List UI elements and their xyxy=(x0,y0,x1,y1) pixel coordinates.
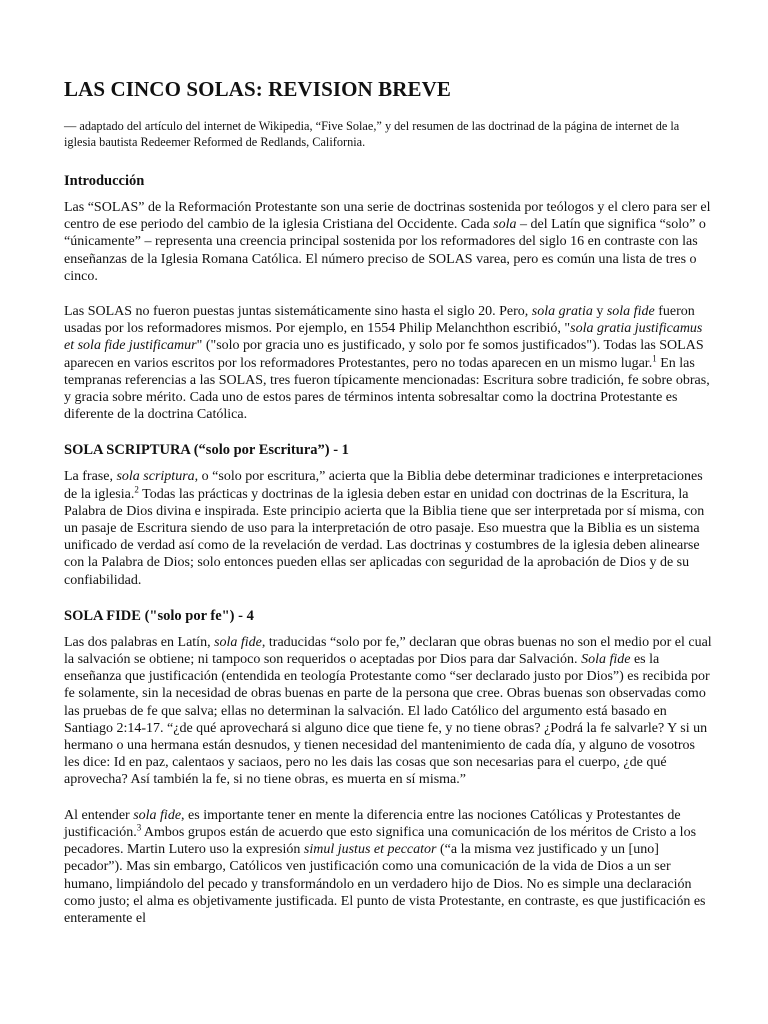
italic-text: sola gratia justificamus et sola fide justificamur xyxy=(64,321,703,354)
text-run: Al entender xyxy=(64,807,134,823)
italic-text: sola fide xyxy=(214,634,262,650)
text-run: Las “SOLAS” de la Reformación Protestante son una serie de doctrinas sostenida por teólogos y el clero para ser el centro de ese periodo del cambio de la iglesia Cristiana del Occidente. Cada xyxy=(64,200,711,233)
text-run: es la enseñanza que justificación (entendida en teología Protestante como “ser declarado justo por Dios”) es recibida por fe solamente, sin la necesidad de obras buenas en parte de la persona que cree. Obras buenas son observadas como las pruebas de fe que salva; ellas no determinan la salvación. El lado Católico del argumento está basado en Santiago 2:14-17. “¿de qué aprovechará si alguno dice que tiene fe, y no tiene obras? ¿Podrá la fe salvarle? Y si un hermano o una hermana están desnudos, y tienen necesidad del mantenimiento de cada día, y alguno de vosotros les dice: Id en paz, calentaos y saciaos, pero no les dais las cosas que son necesarias para el cuerpo, ¿de qué aprovecha? Así también la fe, si no tiene obras, es muerta en sí misma.” xyxy=(64,652,710,788)
italic-text: sola xyxy=(493,217,517,233)
text-run: Las dos palabras en Latín, xyxy=(64,634,215,650)
text-run: fueron usadas por los reformadores mismos. Por ejemplo, en 1554 Philip Melanchthon escribió, " xyxy=(64,304,695,337)
section-heading: SOLA SCRIPTURA (“solo por Escritura”) - 1 xyxy=(64,442,349,459)
text-run: Las SOLAS no fueron puestas juntas sistemáticamente sino hasta el siglo 20. Pero, xyxy=(64,304,532,320)
text-run: (“a la misma vez justificado y un [uno] pecador”). Mas sin embargo, Católicos ven justificación como una comunicación de la vida de Dios a un ser humano, limpiándolo del pecado y transformándolo en un verdadero hijo de Dios. No es simple una declaración como justo; el alma es objetivamente justificada. El punto de vista Protestante, en contraste, es que justificación es enteramente el xyxy=(64,842,706,926)
text-run: , o “solo por escritura,” acierta que la Biblia debe determinar tradiciones e interpretaciones de la iglesia. xyxy=(64,469,703,502)
footnote-ref: 2 xyxy=(134,483,139,494)
document-title: LAS CINCO SOLAS: REVISION BREVE xyxy=(64,77,452,101)
text-run: La frase, xyxy=(64,469,117,485)
italic-text: sola gratia xyxy=(531,304,593,320)
text-run: , traducidas “solo por fe,” declaran que obras buenas no son el medio por el cual la salvación se obtiene; ni tampoco son requeridos o aceptadas por Dios para dar Salvación. xyxy=(64,634,712,668)
section-heading: SOLA FIDE ("solo por fe") - 4 xyxy=(64,607,254,624)
text-run: Ambos grupos están de acuerdo que esto significa una comunicación de los méritos de Cristo a los pecadores. Martin Lutero uso la expresión xyxy=(64,824,697,858)
text-run: y xyxy=(592,304,607,320)
paragraph xyxy=(64,634,714,789)
footnote-ref: 3 xyxy=(136,822,142,833)
text-run: , es importante tener en mente la diferencia entre las nociones Católicas y Protestantes de justificación. xyxy=(64,807,681,840)
text-run: Todas las prácticas y doctrinas de la iglesia deben estar en unidad con doctrinas de la Escritura, la Palabra de Dios divina e inspirada. Este principio acierta que la Biblia tiene que ser interpretada por sí misma, con un pasaje de Escritura siendo de uso para la interpretación de otro pasaje. Eso muestra que la Biblia es un sistema unificado de verdad así como de la revelación de verdad. Las doctrinas y costumbres de la iglesia deben alinearse con la Palabra de Dios; solo entonces pueden ellas ser aplicadas con seguridad de la aprobación de Dios y de su confiabilidad. xyxy=(64,486,705,588)
paragraph xyxy=(64,199,714,285)
italic-text: sola fide xyxy=(606,304,655,320)
paragraph xyxy=(64,807,714,927)
section-heading: Introducción xyxy=(64,173,145,189)
text-run: En las tempranas referencias a las SOLAS, tres fueron típicamente mencionadas: Escritura sobre tradición, fe sobre obras, y gracia sobre mérito. Cada uno de estos pares de términos intenta sobresaltar como la doctrina Protestante es diferente de la doctrina Católica. xyxy=(64,355,710,423)
italic-text: simul justus et peccator xyxy=(303,842,437,858)
paragraph xyxy=(64,468,714,588)
text-run: – del Latín que significa “solo” o “únicamente” – representa una creencia principal sostenida por los reformadores del siglo 16 en contraste con las enseñanzas de la Iglesia Romana Católica. El número preciso de SOLAS varea, pero es común una lista de tres o cinco. xyxy=(64,217,706,284)
document-byline: — adaptado del artículo del internet de Wikipedia, “Five Solae,” y del resumen de las doctrinad de la página de internet de la iglesia bautista Redeemer Reformed de Redlands, California. xyxy=(64,119,680,149)
italic-text: Sola fide xyxy=(581,652,631,668)
section-sola-scriptura xyxy=(64,441,714,588)
document-page xyxy=(64,76,714,945)
text-run: " ("solo por gracia uno es justificado, y solo por fe somos justificados"). Todas las SOLAS aparecen en varios escritos por los reformadores Protestantes, pero no todas aparecen en un mismo lugar. xyxy=(64,338,704,371)
footnote-ref: 1 xyxy=(652,352,657,363)
italic-text: sola fide xyxy=(133,807,182,823)
section-introduccion xyxy=(64,172,714,423)
italic-text: sola scriptura xyxy=(116,469,195,485)
section-sola-fide xyxy=(64,607,714,927)
paragraph xyxy=(64,303,714,423)
